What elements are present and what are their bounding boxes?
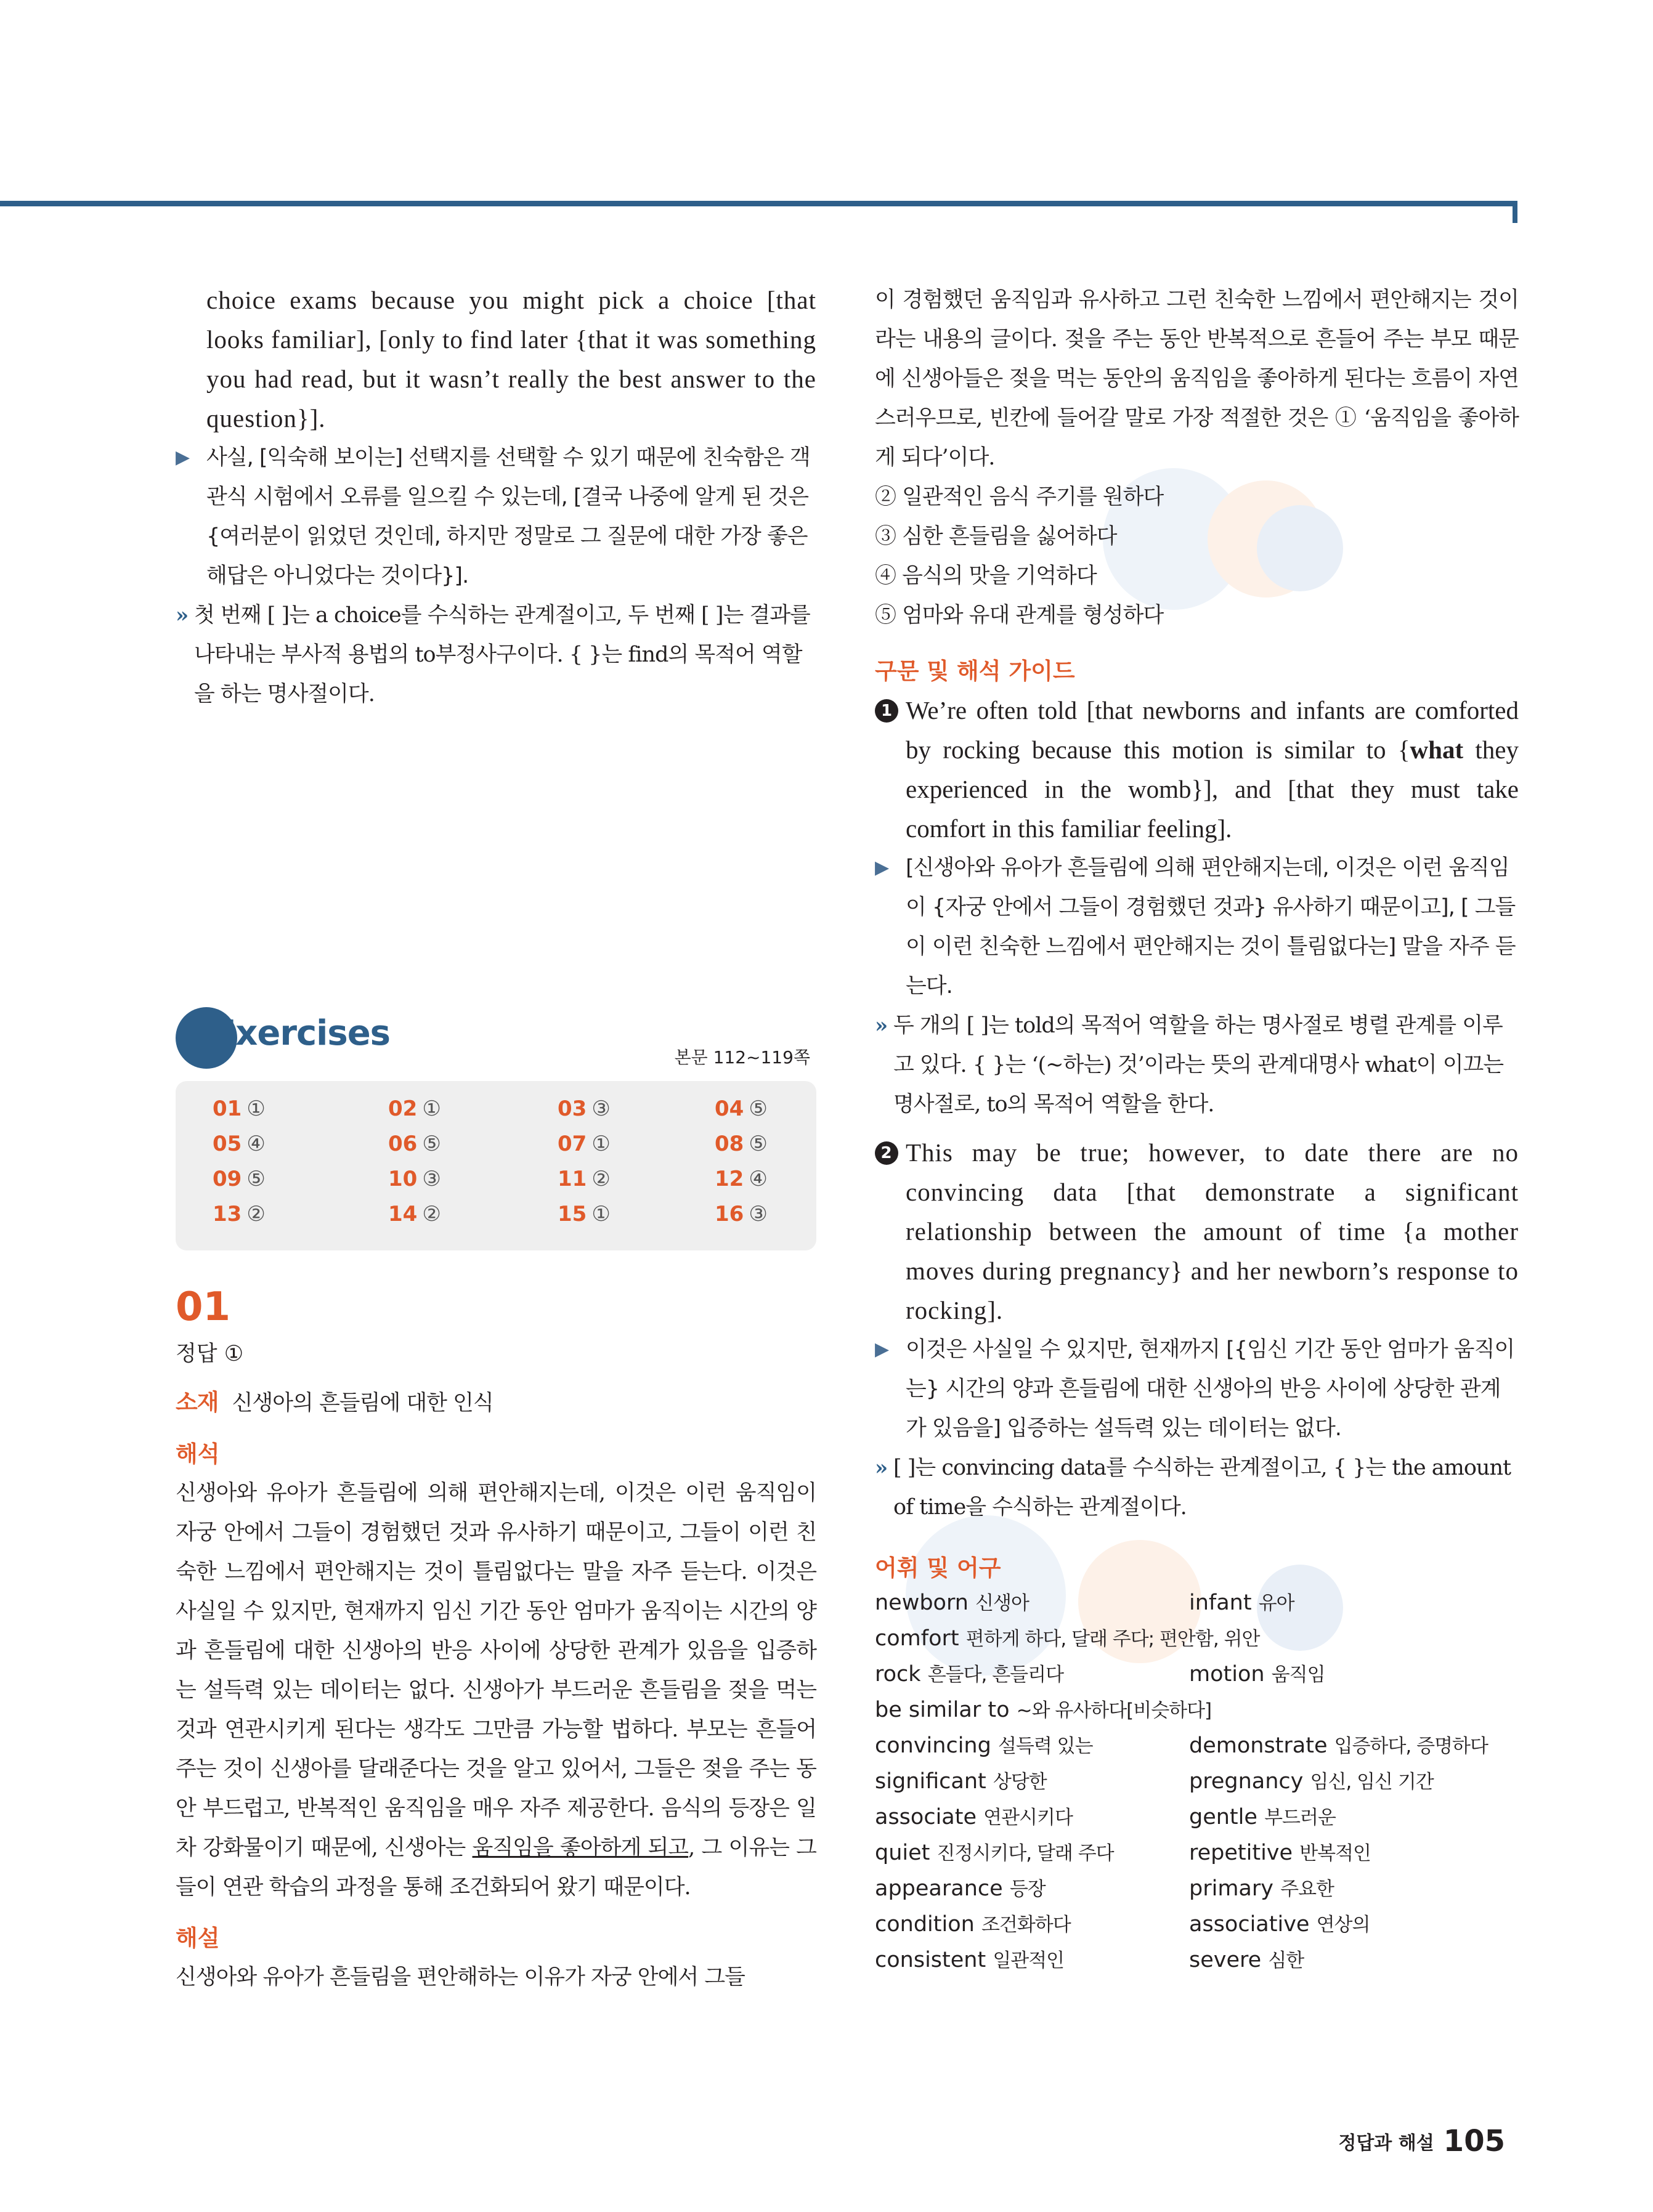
vocab-row [875, 1695, 1519, 1730]
vocab-meaning: ~와 유사하다[비슷하다] [1016, 1700, 1212, 1722]
sentence-text-b: they experienced in the womb}], and [that they must take comfort in this familiar feeling]. [906, 735, 1519, 843]
vocab-row [875, 1802, 1519, 1837]
vocab-meaning: 조건화하다 [981, 1914, 1071, 1936]
sentence-text-a: We’re often told [that newborns and infants are comforted by rocking because this motion is similar to { [906, 696, 1519, 764]
vocab-title: 어휘 및 어구 [875, 1555, 1001, 1581]
answer-key-item [388, 1096, 441, 1121]
answer-key-number: 04 [715, 1096, 744, 1121]
guide-sentence-2 [875, 1133, 1519, 1330]
vocab-row [875, 1587, 1519, 1623]
header-rule-cap [1513, 201, 1517, 223]
vocab-meaning: 반복적인 [1299, 1842, 1371, 1865]
answer-key-number: 12 [715, 1167, 744, 1191]
answer-key-choice: ① [591, 1202, 611, 1226]
page-footer [1338, 2124, 1505, 2158]
vocab-meaning: 등장 [1009, 1878, 1046, 1900]
header-rule [0, 201, 1517, 206]
translation-text: [신생아와 유아가 흔들림에 의해 편안해지는데, 이것은 이런 움직임이 {자궁 안에서 그들이 경험했던 것과} 유사하기 때문이고], [ 그들이 이런 친숙한 느낌에서 편안해지는 것이 틀림없다는] 말을 자주 듣는다. [906, 856, 1516, 999]
vocab-word: quiet [875, 1841, 930, 1865]
answer-key-box [176, 1081, 816, 1250]
guide-title: 구문 및 해석 가이드 [875, 658, 1075, 684]
korean-translation [176, 438, 816, 596]
guide-sentence-1 [875, 691, 1519, 848]
answer-key-choice: ② [422, 1202, 441, 1226]
vocab-word: comfort [875, 1626, 959, 1651]
vocab-meaning: 움직임 [1271, 1664, 1325, 1686]
vocab-entry [1189, 1766, 1434, 1794]
vocab-entry [1189, 1730, 1488, 1758]
answer-key-number: 10 [388, 1167, 418, 1191]
note-text: [ ]는 convincing data를 수식하는 관계절이고, { }는 the amount of time을 수식하는 관계절이다. [893, 1456, 1511, 1520]
vocab-entry [875, 1695, 1211, 1722]
answer-key-number: 11 [558, 1167, 587, 1191]
answer-key-choice: ① [246, 1096, 266, 1121]
vocab-word: pregnancy [1189, 1769, 1304, 1794]
answer-key-item [558, 1132, 611, 1156]
answer-key-choice: ② [591, 1167, 611, 1191]
vocab-row [875, 1623, 1519, 1659]
guide-translation-1 [875, 848, 1519, 1006]
vocab-meaning: 심한 [1268, 1950, 1304, 1972]
answer-key-number: 08 [715, 1132, 744, 1156]
vocab-entry [1189, 1945, 1304, 1972]
vocab-entry [875, 1766, 1047, 1794]
answer-key-item [213, 1096, 266, 1121]
vocab-entry [1189, 1873, 1334, 1901]
note-text: 첫 번째 [ ]는 a choice를 수식하는 관계절이고, 두 번째 [ ]는 결과를 나타내는 부사적 용법의 to부정사구이다. { }는 find의 목적어 역할을 하는 명사절이다. [194, 603, 810, 707]
vocab-entry [875, 1623, 1259, 1651]
topic-label: 소재 [176, 1389, 219, 1416]
answer-key-item [213, 1132, 266, 1156]
translation-part-a: 신생아와 유아가 흔들림에 의해 편안해지는데, 이것은 이런 움직임이 자궁 안에서 그들이 경험했던 것과 유사하기 때문이고, 그들이 이런 친숙한 느낌에서 편안해지는 것이 틀림없다는 말을 자주 듣는다. 이것은 사실일 수 있지만, 현재까지 임신 기간 동안 엄마가 움직이는 시간의 양과 흔들림에 대한 신생아의 반응 사이에 상당한 관계가 있음을 입증하는 설득력 있는 데이터는 없다. 신생아가 부드러운 흔들림을 젖을 먹는 것과 연관시키게 된다는 생각도 그만큼 가능할 법하다. 부모는 흔들어 주는 것이 신생아를 달래준다는 것을 알고 있어서, 그들은 젖을 주는 동안 부드럽고, 반복적인 움직임을 매우 자주 제공한다. 음식의 등장은 일차 강화물이기 때문에, 신생아는 [176, 1481, 816, 1860]
vocab-entry [1189, 1909, 1370, 1937]
option-item: ② 일관적인 음식 주기를 원하다 [875, 485, 1164, 509]
answer-key-choice: ③ [422, 1167, 441, 1191]
guide-translation-2 [875, 1330, 1519, 1448]
answer-key-choice: ⑤ [246, 1167, 266, 1191]
vocab-entry [875, 1730, 1093, 1758]
vocab-entry [875, 1802, 1073, 1829]
answer-key-choice: ① [591, 1132, 611, 1156]
explanation-continuation: 이 경험했던 움직임과 유사하고 그런 친숙한 느낌에서 편안해지는 것이라는 내용의 글이다. 젖을 주는 동안 반복적으로 흔들어 주는 부모 때문에 신생아들은 젖을 먹는 동안의 움직임을 좋아하게 된다는 흐름이 자연스러우므로, 빈칸에 들어갈 말로 가장 적절한 것은 ① ‘움직임을 좋아하게 되다’이다. [875, 288, 1519, 470]
right-column [875, 280, 1519, 1980]
translation-text: 사실, [익숙해 보이는] 선택지를 선택할 수 있기 때문에 친숙함은 객관식 시험에서 오류를 일으킬 수 있는데, [결국 나중에 알게 된 것은 {여러분이 읽었던 것인데, 하지만 정말로 그 질문에 대한 가장 좋은 해답은 아니었다는 것이다}]. [206, 445, 810, 588]
answer-key-number: 05 [213, 1132, 242, 1156]
answer-key-choice: ③ [591, 1096, 611, 1121]
vocab-word: appearance [875, 1876, 1003, 1901]
vocab-meaning: 입증하다, 증명하다 [1334, 1735, 1488, 1757]
answer-key-number: 14 [388, 1202, 418, 1226]
question-number: 01 [176, 1284, 231, 1330]
vocab-entry [875, 1837, 1114, 1865]
answer-key-choice: ⑤ [749, 1132, 768, 1156]
answer-key-item [213, 1167, 266, 1191]
explanation-start: 신생아와 유아가 흔들림을 편안해하는 이유가 자궁 안에서 그들 [176, 1965, 745, 1990]
answer-key-choice: ① [422, 1096, 441, 1121]
blank-answer-underline: 움직임을 좋아하게 되고 [472, 1836, 689, 1860]
exercises-title: Exercises [213, 1013, 391, 1053]
question-body [176, 1377, 816, 1997]
wrong-options [875, 477, 1519, 635]
vocab-entry [875, 1873, 1046, 1901]
translation-part-b: , 그 이유는 그들이 연관 학습의 과정을 통해 조건화되어 왔기 때문이다. [176, 1836, 816, 1900]
vocab-row [875, 1766, 1519, 1802]
answer-key-number: 06 [388, 1132, 418, 1156]
vocab-word: significant [875, 1769, 986, 1794]
triangle-icon: ▶ [875, 857, 889, 878]
answer-key-item [558, 1202, 611, 1226]
sentence-number-badge: 2 [875, 1141, 898, 1165]
vocab-row [875, 1945, 1519, 1980]
vocab-meaning: 편하게 하다, 달래 주다; 편안함, 위안 [965, 1628, 1260, 1650]
triangle-icon: ▶ [875, 1339, 889, 1360]
vocab-entry [875, 1659, 1063, 1687]
vocab-word: newborn [875, 1590, 969, 1615]
vocab-word: associative [1189, 1912, 1310, 1937]
vocab-meaning: 진정시키다, 달래 주다 [936, 1842, 1114, 1865]
guide-note-1 [875, 1006, 1519, 1124]
answer-key-choice: ③ [749, 1202, 768, 1226]
answer-key-number: 01 [213, 1096, 242, 1121]
triangle-icon: ▶ [176, 447, 190, 468]
english-sentence-continuation: choice exams because you might pick a choice [that looks familiar], [only to find later {that it was something you had read, but it wasn’t really the best answer to the question}]. [206, 286, 816, 432]
option-item: ⑤ 엄마와 유대 관계를 형성하다 [875, 603, 1164, 628]
exercises-header [176, 1007, 816, 1075]
vocab-word: repetitive [1189, 1841, 1293, 1865]
vocab-word: gentle [1189, 1805, 1257, 1829]
vocab-word: motion [1189, 1662, 1265, 1687]
vocab-entry [875, 1909, 1071, 1937]
answer-key-item [558, 1167, 611, 1191]
question-answer: 정답 ① [176, 1342, 244, 1366]
sentence-text: This may be true; however, to date there are no convincing data [that demonstrate a significant relationship between the amount of time {a mother moves during pregnancy} and her newborn’s response to rocking]. [906, 1138, 1519, 1324]
vocab-entry [875, 1945, 1064, 1972]
vocab-list [875, 1587, 1519, 1980]
answer-key-number: 03 [558, 1096, 587, 1121]
answer-key-item [715, 1167, 768, 1191]
vocab-meaning: 연관시키다 [983, 1807, 1073, 1829]
answer-key-choice: ⑤ [422, 1132, 441, 1156]
vocab-meaning: 설득력 있는 [997, 1735, 1093, 1757]
double-chevron-icon: » [875, 1456, 888, 1480]
vocab-meaning: 주요한 [1280, 1878, 1334, 1900]
option-item: ④ 음식의 맛을 기억하다 [875, 564, 1097, 588]
topic-line [176, 1383, 816, 1423]
answer-key-item [558, 1096, 611, 1121]
vocab-entry [1189, 1837, 1371, 1865]
note-text: 두 개의 [ ]는 told의 목적어 역할을 하는 명사절로 병렬 관계를 이루고 있다. { }는 ‘(~하는) 것’이라는 뜻의 관계대명사 what이 이끄는 명사절로, to의 목적어 역할을 한다. [893, 1013, 1504, 1117]
answer-key-number: 15 [558, 1202, 587, 1226]
answer-key-item [388, 1202, 441, 1226]
answer-key-choice: ⑤ [749, 1096, 768, 1121]
answer-key-item [715, 1132, 768, 1156]
answer-key-number: 02 [388, 1096, 418, 1121]
answer-key-item [388, 1132, 441, 1156]
vocab-word: demonstrate [1189, 1733, 1328, 1758]
answer-key-number: 13 [213, 1202, 242, 1226]
vocab-row [875, 1873, 1519, 1909]
vocab-row [875, 1659, 1519, 1695]
grammar-note [176, 596, 816, 714]
footer-label: 정답과 해설 [1338, 2133, 1434, 2154]
page-number: 105 [1443, 2124, 1505, 2158]
vocab-entry [1189, 1587, 1294, 1615]
answer-key-choice: ④ [246, 1132, 266, 1156]
vocab-entry [1189, 1659, 1325, 1687]
vocab-word: associate [875, 1805, 977, 1829]
sentence-number-badge: 1 [875, 699, 898, 723]
translation-text: 이것은 사실일 수 있지만, 현재까지 [{임신 기간 동안 엄마가 움직이는} 시간의 양과 흔들림에 대한 신생아의 반응 사이에 상당한 관계가 있음을] 입증하는 설득력 있는 데이터는 없다. [906, 1337, 1515, 1441]
vocab-word: rock [875, 1662, 921, 1687]
double-chevron-icon: » [176, 603, 189, 628]
vocab-word: condition [875, 1912, 975, 1937]
answer-key-item [715, 1202, 768, 1226]
vocab-entry [1189, 1802, 1336, 1829]
vocab-meaning: 유아 [1258, 1592, 1294, 1614]
vocab-row [875, 1909, 1519, 1945]
vocab-row [875, 1837, 1519, 1873]
vocab-row [875, 1730, 1519, 1766]
vocab-meaning: 일관적인 [993, 1950, 1065, 1972]
topic-text: 신생아의 흔들림에 대한 인식 [232, 1391, 493, 1416]
vocab-word: severe [1189, 1948, 1262, 1972]
vocab-meaning: 부드러운 [1264, 1807, 1336, 1829]
vocab-meaning: 임신, 임신 기간 [1310, 1771, 1434, 1793]
vocab-meaning: 신생아 [975, 1592, 1029, 1614]
answer-key-item [715, 1096, 768, 1121]
double-chevron-icon: » [875, 1013, 888, 1038]
sentence-bold-word: what [1410, 735, 1464, 764]
answer-key-number: 07 [558, 1132, 587, 1156]
guide-note-2 [875, 1448, 1519, 1527]
answer-key-choice: ④ [749, 1167, 768, 1191]
vocab-entry [875, 1587, 1029, 1615]
vocab-word: convincing [875, 1733, 991, 1758]
answer-key-item [213, 1202, 266, 1226]
vocab-meaning: 흔들다, 흔들리다 [927, 1664, 1064, 1686]
vocab-word: consistent [875, 1948, 986, 1972]
vocab-meaning: 연상의 [1316, 1914, 1370, 1936]
left-column-top [176, 280, 816, 714]
vocab-meaning: 상당한 [993, 1771, 1047, 1793]
answer-key-number: 16 [715, 1202, 744, 1226]
translation-label: 해석 [176, 1441, 220, 1467]
answer-key-number: 09 [213, 1167, 242, 1191]
answer-key-choice: ② [246, 1202, 266, 1226]
vocab-word: infant [1189, 1590, 1252, 1615]
translation-paragraph [176, 1473, 816, 1907]
option-item: ③ 심한 흔들림을 싫어하다 [875, 524, 1117, 549]
explanation-label: 해설 [176, 1925, 220, 1951]
answer-key-item [388, 1167, 441, 1191]
page-reference: 본문 112~119쪽 [674, 1047, 810, 1068]
vocab-word: primary [1189, 1876, 1273, 1901]
vocab-word: be similar to [875, 1698, 1010, 1722]
